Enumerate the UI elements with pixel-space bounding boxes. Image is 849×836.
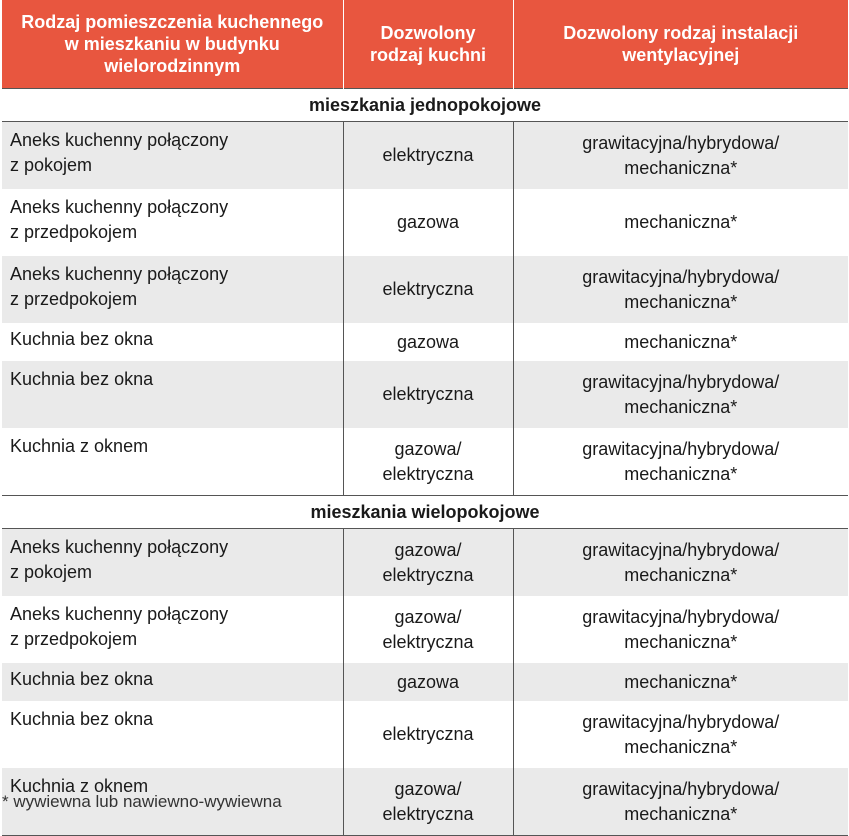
ventilation-cell <box>513 529 848 597</box>
text-line: Kuchnia bez okna <box>10 709 154 729</box>
text-line: Dozwolony rodzaj instalacji <box>563 23 799 43</box>
kitchen-kind-cell <box>343 529 513 597</box>
kitchen-kind-cell <box>343 189 513 256</box>
table-header <box>2 0 848 89</box>
ventilation-cell <box>513 323 848 361</box>
text-line: gazowa/ <box>394 438 462 459</box>
text-line: grawitacyjna/hybrydowa/ <box>582 711 780 732</box>
kitchen-kind-cell <box>343 256 513 323</box>
ventilation-cell <box>513 596 848 663</box>
text-line: elektryczna <box>382 145 474 165</box>
table-row <box>2 529 848 597</box>
table-row <box>2 122 848 190</box>
text-line: gazowa <box>396 671 460 692</box>
text-line: Aneks kuchenny połączony <box>10 197 229 217</box>
text-line: elektryczna <box>382 279 474 299</box>
room-type-cell <box>2 122 343 190</box>
kitchen-kind-cell <box>343 701 513 768</box>
text-line: w mieszkaniu w budynku <box>64 34 280 54</box>
text-line: gazowa/ <box>394 778 462 799</box>
header-kitchen-kind <box>343 0 513 89</box>
text-line: mechaniczna* <box>624 671 738 692</box>
kitchen-kind-cell <box>343 596 513 663</box>
kitchen-ventilation-table <box>2 0 848 836</box>
text-line: z przedpokojem <box>10 289 138 309</box>
ventilation-cell <box>513 768 848 836</box>
ventilation-cell <box>513 122 848 190</box>
table-row <box>2 323 848 361</box>
section-row <box>2 89 848 122</box>
text-line: Aneks kuchenny połączony <box>10 604 229 624</box>
text-line: gazowa/ <box>394 539 462 560</box>
text-line: grawitacyjna/hybrydowa/ <box>582 606 780 627</box>
kitchen-kind-cell <box>343 663 513 701</box>
text-line: gazowa <box>396 212 460 232</box>
text-line: grawitacyjna/hybrydowa/ <box>582 778 780 799</box>
text-line: gazowa/ <box>394 606 462 627</box>
text-line: grawitacyjna/hybrydowa/ <box>582 266 780 287</box>
kitchen-kind-cell <box>343 361 513 428</box>
text-line: grawitacyjna/hybrydowa/ <box>582 539 780 560</box>
text-line: Kuchnia bez okna <box>10 369 154 389</box>
text-line: z przedpokojem <box>10 222 138 242</box>
ventilation-cell <box>513 189 848 256</box>
text-line: Kuchnia z oknem <box>10 776 149 796</box>
text-line: gazowa <box>396 331 460 352</box>
text-line: mechaniczna* <box>624 463 738 484</box>
text-line: mechaniczna* <box>624 736 738 757</box>
text-line: Aneks kuchenny połączony <box>10 537 229 557</box>
table-row <box>2 701 848 768</box>
text-line: z przedpokojem <box>10 629 138 649</box>
table-body <box>2 89 848 836</box>
text-line: elektryczna <box>382 463 474 484</box>
ventilation-cell <box>513 361 848 428</box>
text-line: mechaniczna* <box>624 291 738 312</box>
kitchen-kind-cell <box>343 428 513 496</box>
table-container <box>2 0 848 836</box>
table-row <box>2 596 848 663</box>
room-type-cell <box>2 189 343 256</box>
table-row <box>2 361 848 428</box>
text-line: grawitacyjna/hybrydowa/ <box>582 132 780 153</box>
text-line: Aneks kuchenny połączony <box>10 130 229 150</box>
text-line: Aneks kuchenny połączony <box>10 264 229 284</box>
text-line: rodzaj kuchni <box>369 45 486 65</box>
text-line: Kuchnia bez okna <box>10 669 154 689</box>
text-line: elektryczna <box>382 724 474 744</box>
text-line: Rodzaj pomieszczenia kuchennego <box>21 12 324 32</box>
room-type-cell <box>2 596 343 663</box>
text-line: mechaniczna* <box>624 331 738 352</box>
text-line: elektryczna <box>382 803 474 824</box>
section-title: mieszkania wielopokojowe <box>2 496 848 529</box>
text-line: mechaniczna* <box>624 396 738 417</box>
header-room-type <box>2 0 343 89</box>
text-line: mechaniczna* <box>624 564 738 585</box>
room-type-cell <box>2 256 343 323</box>
section-row <box>2 496 848 529</box>
text-line: elektryczna <box>382 631 474 652</box>
room-type-cell <box>2 529 343 597</box>
ventilation-cell <box>513 663 848 701</box>
header-ventilation <box>513 0 848 89</box>
table-row <box>2 256 848 323</box>
table-row <box>2 428 848 496</box>
text-line: z pokojem <box>10 155 93 175</box>
text-line: Dozwolony <box>380 23 476 43</box>
text-line: grawitacyjna/hybrydowa/ <box>582 438 780 459</box>
table-row <box>2 663 848 701</box>
room-type-cell <box>2 361 343 428</box>
room-type-cell <box>2 701 343 768</box>
text-line: elektryczna <box>382 564 474 585</box>
room-type-cell <box>2 428 343 496</box>
text-line: mechaniczna* <box>624 157 738 178</box>
text-line: elektryczna <box>382 384 474 404</box>
table-row <box>2 189 848 256</box>
text-line: mechaniczna* <box>624 212 738 232</box>
room-type-cell <box>2 323 343 361</box>
kitchen-kind-cell <box>343 122 513 190</box>
text-line: grawitacyjna/hybrydowa/ <box>582 371 780 392</box>
text-line: Kuchnia bez okna <box>10 329 154 349</box>
ventilation-cell <box>513 701 848 768</box>
text-line: Kuchnia z oknem <box>10 436 149 456</box>
footnote: * wywiewna lub nawiewno-wywiewna <box>2 792 282 811</box>
kitchen-kind-cell <box>343 323 513 361</box>
room-type-cell <box>2 663 343 701</box>
text-line: wentylacyjnej <box>622 45 740 65</box>
text-line: mechaniczna* <box>624 803 738 824</box>
ventilation-cell <box>513 256 848 323</box>
text-line: mechaniczna* <box>624 631 738 652</box>
text-line: wielorodzinnym <box>104 56 241 76</box>
text-line: z pokojem <box>10 562 93 582</box>
kitchen-kind-cell <box>343 768 513 836</box>
section-title: mieszkania jednopokojowe <box>2 89 848 122</box>
ventilation-cell <box>513 428 848 496</box>
